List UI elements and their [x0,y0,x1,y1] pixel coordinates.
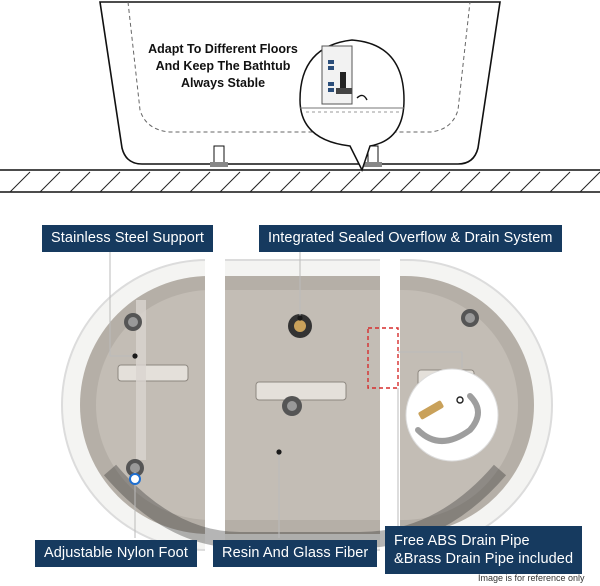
hatch-line [550,172,570,192]
hatch-line [10,172,30,192]
hatch-line [160,172,180,192]
hatch-line [340,172,360,192]
hatch-line [400,172,420,192]
hatch-line [100,172,120,192]
label-drain-pipe [385,526,582,574]
nylon-foot-marker [130,474,140,484]
drain-pipe-line-1: Free ABS Drain Pipe [394,533,530,549]
hatch-line [280,172,300,192]
support-dot [132,353,137,358]
hatch-line [460,172,480,192]
label-overflow-drain: Integrated Sealed Overflow & Drain System [259,225,562,252]
hatch-line [40,172,60,192]
drain-pipe-line-2: &Brass Drain Pipe included [394,551,574,567]
reference-note: Image is for reference only [478,573,585,583]
floor-callout-text [140,41,306,92]
hatch-line [490,172,510,192]
hatch-line [70,172,90,192]
hatch-line [220,172,240,192]
hatch-line [430,172,450,192]
callout-line-3: Always Stable [180,76,266,90]
callout-line-1: Adapt To Different Floors [148,42,298,56]
hatch-line [520,172,540,192]
hatch-line [370,172,390,192]
label-resin-glass-fiber: Resin And Glass Fiber [213,540,377,567]
resin-dot [276,449,281,454]
hatch-line [580,172,600,192]
label-nylon-foot: Adjustable Nylon Foot [35,540,197,567]
hatch-line [130,172,150,192]
hatch-line [250,172,270,192]
callout-line-2: And Keep The Bathtub [155,59,291,73]
overflow-dot [297,315,302,320]
label-stainless-steel-support: Stainless Steel Support [42,225,213,252]
floor-hatching [0,170,600,192]
hatch-line [310,172,330,192]
hatch-line [190,172,210,192]
